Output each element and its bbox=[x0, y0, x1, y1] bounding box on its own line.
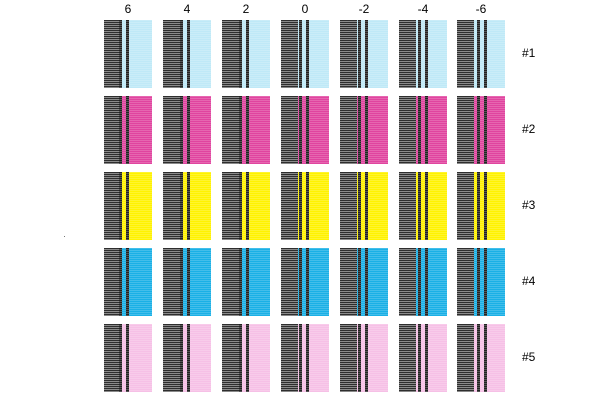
black-stripe-block bbox=[281, 20, 298, 88]
row-label: #4 bbox=[522, 274, 536, 288]
black-stripe-block bbox=[222, 248, 239, 316]
alignment-bar bbox=[484, 324, 487, 392]
alignment-bar bbox=[239, 96, 242, 164]
alignment-bar bbox=[126, 96, 129, 164]
row-label: #5 bbox=[522, 350, 536, 364]
black-stripe-block bbox=[457, 172, 474, 240]
alignment-bar bbox=[299, 172, 302, 240]
alignment-bar bbox=[418, 324, 421, 392]
alignment-bar bbox=[418, 248, 421, 316]
alignment-bar bbox=[180, 96, 183, 164]
test-patch bbox=[340, 20, 388, 88]
black-stripe-block bbox=[457, 248, 474, 316]
alignment-bar bbox=[425, 96, 428, 164]
alignment-bar bbox=[306, 96, 309, 164]
test-patch bbox=[340, 172, 388, 240]
alignment-bar bbox=[187, 172, 190, 240]
color-stripe-block bbox=[298, 172, 329, 240]
alignment-bar bbox=[358, 324, 361, 392]
color-stripe-block bbox=[239, 248, 270, 316]
test-patch bbox=[457, 20, 505, 88]
alignment-bar bbox=[180, 172, 183, 240]
alignment-bar bbox=[365, 248, 368, 316]
black-stripe-block bbox=[399, 96, 416, 164]
color-stripe-block bbox=[239, 172, 270, 240]
alignment-bar bbox=[299, 248, 302, 316]
column-label: 6 bbox=[124, 2, 132, 16]
test-patch bbox=[399, 324, 447, 392]
black-stripe-block bbox=[222, 20, 239, 88]
test-patch bbox=[340, 96, 388, 164]
test-patch bbox=[163, 172, 211, 240]
black-stripe-block bbox=[399, 248, 416, 316]
color-stripe-block bbox=[239, 20, 270, 88]
alignment-bar bbox=[365, 20, 368, 88]
alignment-bar bbox=[126, 248, 129, 316]
alignment-bar bbox=[484, 248, 487, 316]
test-patch bbox=[104, 324, 152, 392]
column-label: -4 bbox=[417, 2, 429, 16]
test-patch bbox=[281, 324, 329, 392]
black-stripe-block bbox=[222, 324, 239, 392]
black-stripe-block bbox=[163, 20, 180, 88]
alignment-bar bbox=[365, 324, 368, 392]
test-patch bbox=[104, 248, 152, 316]
test-patch bbox=[222, 20, 270, 88]
test-patch bbox=[163, 248, 211, 316]
test-patch bbox=[222, 248, 270, 316]
test-patch bbox=[104, 20, 152, 88]
black-stripe-block bbox=[281, 324, 298, 392]
color-stripe-block bbox=[298, 248, 329, 316]
alignment-bar bbox=[187, 96, 190, 164]
test-patch bbox=[163, 20, 211, 88]
black-stripe-block bbox=[281, 172, 298, 240]
black-stripe-block bbox=[222, 172, 239, 240]
color-stripe-block bbox=[180, 248, 211, 316]
black-stripe-block bbox=[457, 96, 474, 164]
alignment-bar bbox=[126, 20, 129, 88]
test-patch bbox=[281, 96, 329, 164]
black-stripe-block bbox=[222, 96, 239, 164]
alignment-bar bbox=[119, 172, 122, 240]
color-stripe-block bbox=[357, 248, 388, 316]
alignment-bar bbox=[239, 324, 242, 392]
alignment-bar bbox=[119, 324, 122, 392]
column-label: -2 bbox=[358, 2, 370, 16]
test-patch bbox=[222, 96, 270, 164]
color-stripe-block bbox=[239, 96, 270, 164]
color-stripe-block bbox=[298, 20, 329, 88]
black-stripe-block bbox=[163, 324, 180, 392]
alignment-bar bbox=[246, 20, 249, 88]
alignment-bar bbox=[119, 248, 122, 316]
alignment-bar bbox=[126, 324, 129, 392]
alignment-bar bbox=[299, 96, 302, 164]
color-stripe-block bbox=[180, 20, 211, 88]
test-patch bbox=[163, 324, 211, 392]
alignment-bar bbox=[299, 324, 302, 392]
alignment-bar bbox=[306, 172, 309, 240]
color-stripe-block bbox=[239, 324, 270, 392]
alignment-bar bbox=[180, 20, 183, 88]
black-stripe-block bbox=[281, 96, 298, 164]
color-stripe-block bbox=[357, 172, 388, 240]
test-patch bbox=[457, 324, 505, 392]
black-stripe-block bbox=[163, 96, 180, 164]
test-patch bbox=[399, 172, 447, 240]
alignment-bar bbox=[425, 20, 428, 88]
test-patch bbox=[104, 96, 152, 164]
alignment-bar bbox=[477, 172, 480, 240]
alignment-bar bbox=[477, 96, 480, 164]
alignment-bar bbox=[365, 172, 368, 240]
stray-dot bbox=[64, 236, 65, 237]
column-label: 2 bbox=[242, 2, 250, 16]
alignment-bar bbox=[484, 20, 487, 88]
column-label: -6 bbox=[475, 2, 487, 16]
black-stripe-block bbox=[340, 248, 357, 316]
alignment-bar bbox=[477, 324, 480, 392]
alignment-bar bbox=[246, 324, 249, 392]
row-label: #2 bbox=[522, 122, 536, 136]
alignment-bar bbox=[187, 324, 190, 392]
black-stripe-block bbox=[340, 96, 357, 164]
test-patch bbox=[457, 96, 505, 164]
alignment-bar bbox=[358, 20, 361, 88]
black-stripe-block bbox=[163, 248, 180, 316]
row-label: #3 bbox=[522, 198, 536, 212]
alignment-bar bbox=[418, 96, 421, 164]
alignment-bar bbox=[180, 248, 183, 316]
test-patch bbox=[399, 96, 447, 164]
color-stripe-block bbox=[298, 324, 329, 392]
color-stripe-block bbox=[180, 324, 211, 392]
alignment-bar bbox=[484, 96, 487, 164]
test-patch bbox=[222, 324, 270, 392]
column-label: 4 bbox=[183, 2, 191, 16]
color-stripe-block bbox=[357, 20, 388, 88]
alignment-bar bbox=[418, 20, 421, 88]
alignment-bar bbox=[418, 172, 421, 240]
black-stripe-block bbox=[281, 248, 298, 316]
alignment-bar bbox=[484, 172, 487, 240]
black-stripe-block bbox=[399, 172, 416, 240]
test-patch bbox=[104, 172, 152, 240]
alignment-bar bbox=[246, 96, 249, 164]
alignment-bar bbox=[246, 248, 249, 316]
alignment-bar bbox=[239, 172, 242, 240]
color-stripe-block bbox=[298, 96, 329, 164]
color-stripe-block bbox=[357, 96, 388, 164]
alignment-bar bbox=[306, 248, 309, 316]
alignment-bar bbox=[119, 96, 122, 164]
test-patch bbox=[457, 172, 505, 240]
alignment-bar bbox=[126, 172, 129, 240]
alignment-bar bbox=[187, 20, 190, 88]
column-label: 0 bbox=[301, 2, 309, 16]
alignment-bar bbox=[306, 324, 309, 392]
test-patch bbox=[340, 324, 388, 392]
black-stripe-block bbox=[340, 324, 357, 392]
alignment-bar bbox=[306, 20, 309, 88]
test-patch bbox=[281, 248, 329, 316]
black-stripe-block bbox=[340, 20, 357, 88]
black-stripe-block bbox=[399, 20, 416, 88]
black-stripe-block bbox=[399, 324, 416, 392]
alignment-bar bbox=[119, 20, 122, 88]
row-label: #1 bbox=[522, 46, 536, 60]
alignment-bar bbox=[425, 324, 428, 392]
alignment-bar bbox=[239, 248, 242, 316]
alignment-bar bbox=[187, 248, 190, 316]
alignment-bar bbox=[477, 20, 480, 88]
test-patch bbox=[399, 248, 447, 316]
alignment-bar bbox=[180, 324, 183, 392]
test-patch bbox=[340, 248, 388, 316]
alignment-bar bbox=[358, 96, 361, 164]
test-patch bbox=[399, 20, 447, 88]
black-stripe-block bbox=[340, 172, 357, 240]
black-stripe-block bbox=[457, 20, 474, 88]
black-stripe-block bbox=[163, 172, 180, 240]
test-patch bbox=[281, 172, 329, 240]
alignment-bar bbox=[365, 96, 368, 164]
alignment-bar bbox=[358, 248, 361, 316]
test-patch bbox=[222, 172, 270, 240]
black-stripe-block bbox=[457, 324, 474, 392]
alignment-bar bbox=[358, 172, 361, 240]
alignment-bar bbox=[425, 248, 428, 316]
test-patch bbox=[457, 248, 505, 316]
alignment-bar bbox=[425, 172, 428, 240]
alignment-bar bbox=[239, 20, 242, 88]
alignment-bar bbox=[299, 20, 302, 88]
test-patch bbox=[163, 96, 211, 164]
color-stripe-block bbox=[180, 96, 211, 164]
test-patch bbox=[281, 20, 329, 88]
alignment-bar bbox=[477, 248, 480, 316]
alignment-bar bbox=[246, 172, 249, 240]
color-stripe-block bbox=[357, 324, 388, 392]
color-stripe-block bbox=[180, 172, 211, 240]
